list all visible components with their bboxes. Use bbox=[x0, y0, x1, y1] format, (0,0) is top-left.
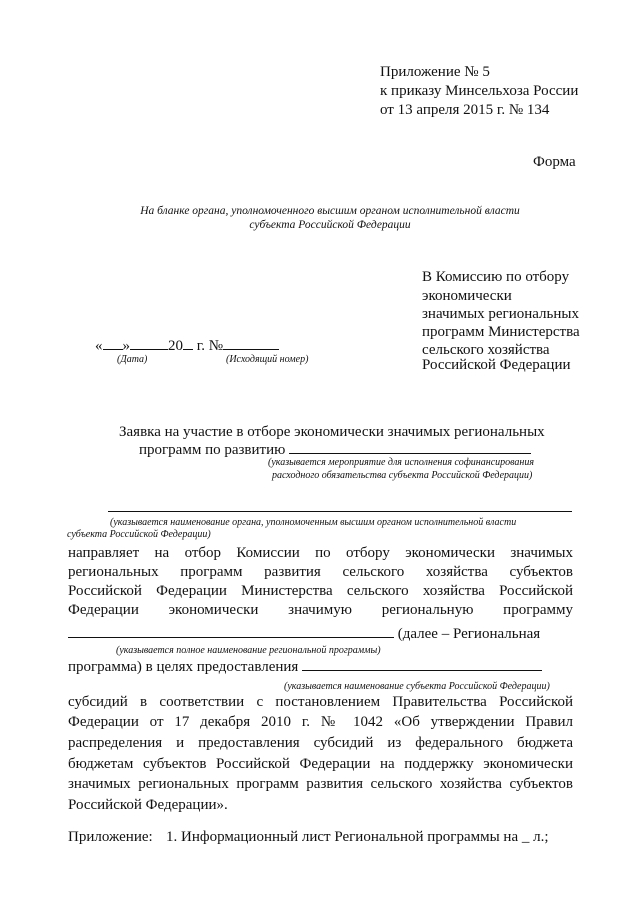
blank-note-line-1: На бланке органа, уполномоченного высшим органом исполнительной власти bbox=[140, 205, 520, 217]
addressee-line-6: Российской Федерации bbox=[422, 357, 571, 373]
addressee-line-5: сельского хозяйства bbox=[422, 342, 550, 358]
month-blank bbox=[130, 336, 168, 350]
quote-open: « bbox=[95, 338, 103, 354]
body-line-3: Российской Федерации Министерства сельского хозяйства Российской bbox=[68, 583, 573, 599]
date-number-line bbox=[95, 336, 279, 356]
appendix-line-3: от 13 апреля 2015 г. № 134 bbox=[380, 102, 550, 118]
body-line-11: значимых региональных программ развития сельского хозяйства субъектов bbox=[68, 776, 573, 792]
measure-blank bbox=[289, 440, 531, 454]
title-line-1: Заявка на участие в отборе экономически значимых региональных bbox=[119, 424, 545, 440]
body-line-9: распределения и предоставления субсидий из федерального бюджета bbox=[68, 735, 573, 751]
program-name-blank bbox=[68, 624, 394, 638]
subject-name-blank bbox=[302, 657, 542, 671]
body-line-6 bbox=[68, 657, 542, 677]
body-line-1: направляет на отбор Комиссии по отбору экономически значимых bbox=[68, 545, 573, 561]
body-line-5 bbox=[68, 624, 540, 644]
attachment-label: Приложение: bbox=[68, 829, 153, 845]
body-line-5-tail: (далее – Региональная bbox=[397, 626, 541, 642]
quote-close: » bbox=[122, 338, 130, 354]
year-suffix: г. № bbox=[196, 338, 224, 354]
organization-blank bbox=[108, 511, 572, 512]
blank-note-line-2: субъекта Российской Федерации bbox=[249, 219, 411, 231]
attachment-item-1: 1. Информационный лист Региональной программы на _ л.; bbox=[166, 829, 549, 845]
title-caption-2: расходного обязательства субъекта Российской Федерации) bbox=[272, 470, 533, 481]
date-caption: (Дата) bbox=[117, 354, 148, 365]
appendix-line-2: к приказу Минсельхоза России bbox=[380, 83, 579, 99]
org-caption-1: (указывается наименование органа, уполномоченным высшим органом исполнительной власти bbox=[110, 517, 517, 528]
addressee-line-4: программ Министерства bbox=[422, 324, 580, 340]
body-line-6-text: программа) в целях предоставления bbox=[68, 659, 299, 675]
program-caption: (указывается полное наименование региональной программы) bbox=[116, 645, 381, 656]
title-caption-1: (указывается мероприятие для исполнения софинансирования bbox=[268, 457, 535, 468]
day-blank bbox=[103, 336, 123, 350]
addressee-line-3: значимых региональных bbox=[422, 306, 579, 322]
title-line-2-text: программ по развитию bbox=[139, 442, 286, 458]
form-label: Форма bbox=[533, 154, 576, 170]
addressee-line-1: В Комиссию по отбору bbox=[422, 269, 570, 285]
body-line-2: региональных программ развития сельского хозяйства субъектов bbox=[68, 564, 573, 580]
body-line-10: бюджетам субъектов Российской Федерации на поддержку экономически bbox=[68, 756, 573, 772]
appendix-line-1: Приложение № 5 bbox=[380, 64, 490, 80]
year-prefix: 20 bbox=[168, 338, 183, 354]
body-line-12: Российской Федерации». bbox=[68, 797, 228, 813]
outgoing-number-blank bbox=[223, 336, 279, 350]
org-caption-2: субъекта Российской Федерации) bbox=[67, 529, 211, 540]
subject-caption: (указывается наименование субъекта Российской Федерации) bbox=[284, 681, 550, 692]
body-line-4: Федерации экономически значимую региональную программу bbox=[68, 602, 573, 618]
number-caption: (Исходящий номер) bbox=[226, 354, 309, 365]
addressee-line-2: экономически bbox=[422, 288, 512, 304]
year-blank bbox=[183, 336, 193, 350]
body-line-7: субсидий в соответствии с постановлением Правительства Российской bbox=[68, 694, 573, 710]
body-line-8: Федерации от 17 декабря 2010 г. № 1042 «Об утверждении Правил bbox=[68, 714, 573, 730]
